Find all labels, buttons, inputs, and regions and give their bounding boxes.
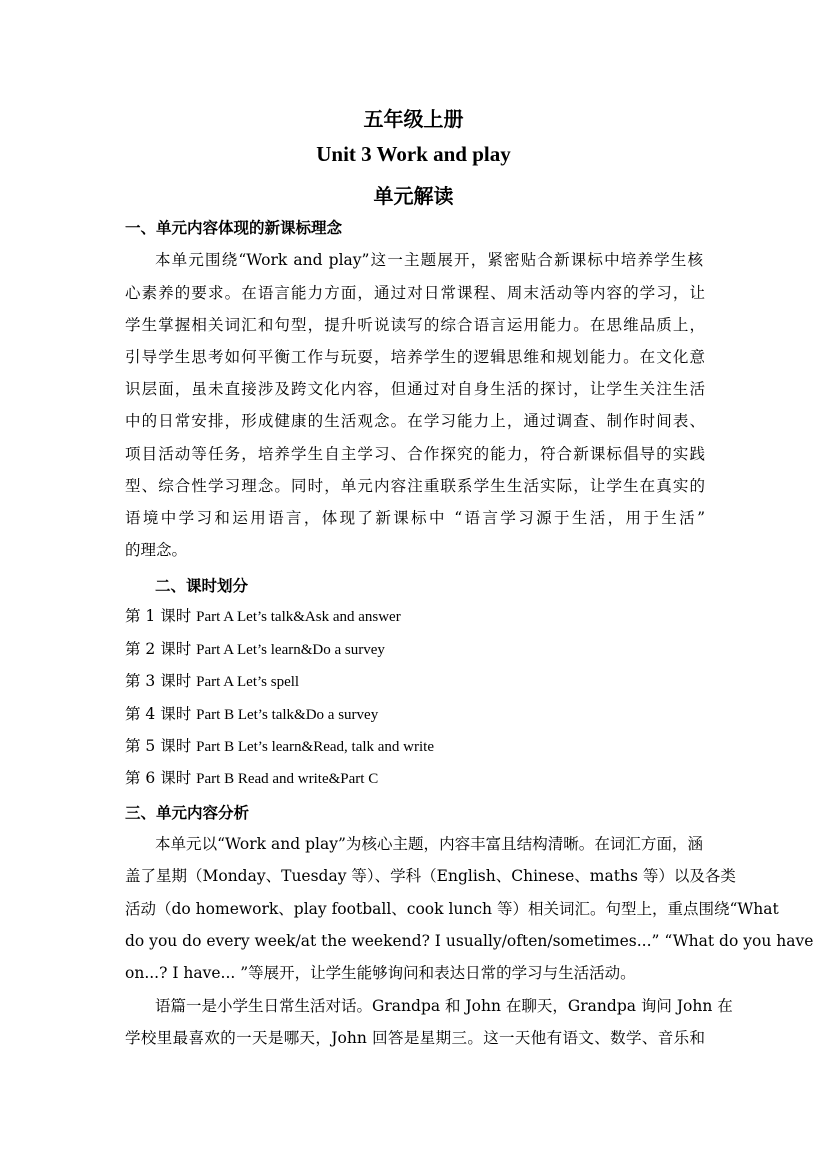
lesson-detail: Part A Let’s learn&Do a survey: [196, 642, 385, 658]
paragraph-line: 语篇一是小学生日常生活对话。Grandpa 和 John 在聊天，Grandpa 询问 John 在: [155, 997, 733, 1015]
lesson-item: [125, 639, 385, 660]
paragraph-line: 的理念。: [125, 541, 188, 559]
lesson-item: [125, 704, 378, 725]
paragraph-line: 语境中学习和运用语言，体现了新课标中 “语言学习源于生活，用于生活”: [125, 509, 705, 527]
lesson-detail: Part A Let’s talk&Ask and answer: [196, 609, 401, 625]
paragraph-line: 盖了星期（Monday、Tuesday 等）、学科（English、Chinese、maths 等）以及各类: [125, 867, 736, 885]
unit-title: Unit 3 Work and play: [316, 142, 511, 166]
lesson-label: 第 2 课时: [125, 640, 192, 658]
section-heading-1: 一、单元内容体现的新课标理念: [125, 218, 343, 237]
paragraph-line: 中的日常安排，形成健康的生活观念。在学习能力上，通过调查、制作时间表、: [125, 412, 705, 430]
lesson-label: 第 4 课时: [125, 705, 192, 723]
grade-title: 五年级上册: [363, 107, 464, 131]
lesson-label: 第 1 课时: [125, 607, 192, 625]
paragraph-line: do you do every week/at the weekend? I usually/often/sometimes...” “What do you have: [125, 932, 814, 950]
paragraph-line: 学生掌握相关词汇和句型，提升听说读写的综合语言运用能力。在思维品质上，: [125, 316, 705, 334]
paragraph-line: 识层面，虽未直接涉及跨文化内容，但通过对自身生活的探讨，让学生关注生活: [125, 380, 705, 398]
lesson-item: [125, 768, 378, 789]
lesson-label: 第 3 课时: [125, 672, 192, 690]
paragraph-line: 型、综合性学习理念。同时，单元内容注重联系学生生活实际，让学生在真实的: [125, 477, 705, 495]
section-heading-3: 三、单元内容分析: [125, 803, 250, 822]
interpretation-title: 单元解读: [373, 184, 454, 208]
paragraph-line: 心素养的要求。在语言能力方面，通过对日常课程、周末活动等内容的学习，让: [125, 284, 705, 302]
lesson-label: 第 6 课时: [125, 769, 192, 787]
lesson-item: [125, 606, 401, 627]
lesson-detail: Part B Let’s learn&Read, talk and write: [196, 739, 435, 755]
section-heading-2: 二、课时划分: [155, 576, 249, 595]
lesson-detail: Part B Let’s talk&Do a survey: [196, 707, 379, 723]
lesson-item: [125, 736, 434, 757]
lesson-item: [125, 671, 299, 692]
lesson-detail: Part A Let’s spell: [196, 674, 300, 690]
paragraph-line: 活动（do homework、play football、cook lunch 等）相关词汇。句型上，重点围绕“What: [125, 900, 779, 918]
paragraph-line: on...? I have... ”等展开，让学生能够询问和表达日常的学习与生活活动。: [125, 964, 636, 982]
paragraph-line: 引导学生思考如何平衡工作与玩耍，培养学生的逻辑思维和规划能力。在文化意: [125, 348, 705, 366]
lesson-label: 第 5 课时: [125, 737, 192, 755]
lesson-detail: Part B Read and write&Part C: [196, 771, 379, 787]
paragraph-line: 本单元围绕“Work and play”这一主题展开，紧密贴合新课标中培养学生核: [155, 251, 703, 269]
paragraph-line: 学校里最喜欢的一天是哪天，John 回答是星期三。这一天他有语文、数学、音乐和: [125, 1029, 705, 1047]
paragraph-line: 本单元以“Work and play”为核心主题，内容丰富且结构清晰。在词汇方面，涵: [155, 835, 703, 853]
paragraph-line: 项目活动等任务，培养学生自主学习、合作探究的能力，符合新课标倡导的实践: [125, 445, 705, 463]
